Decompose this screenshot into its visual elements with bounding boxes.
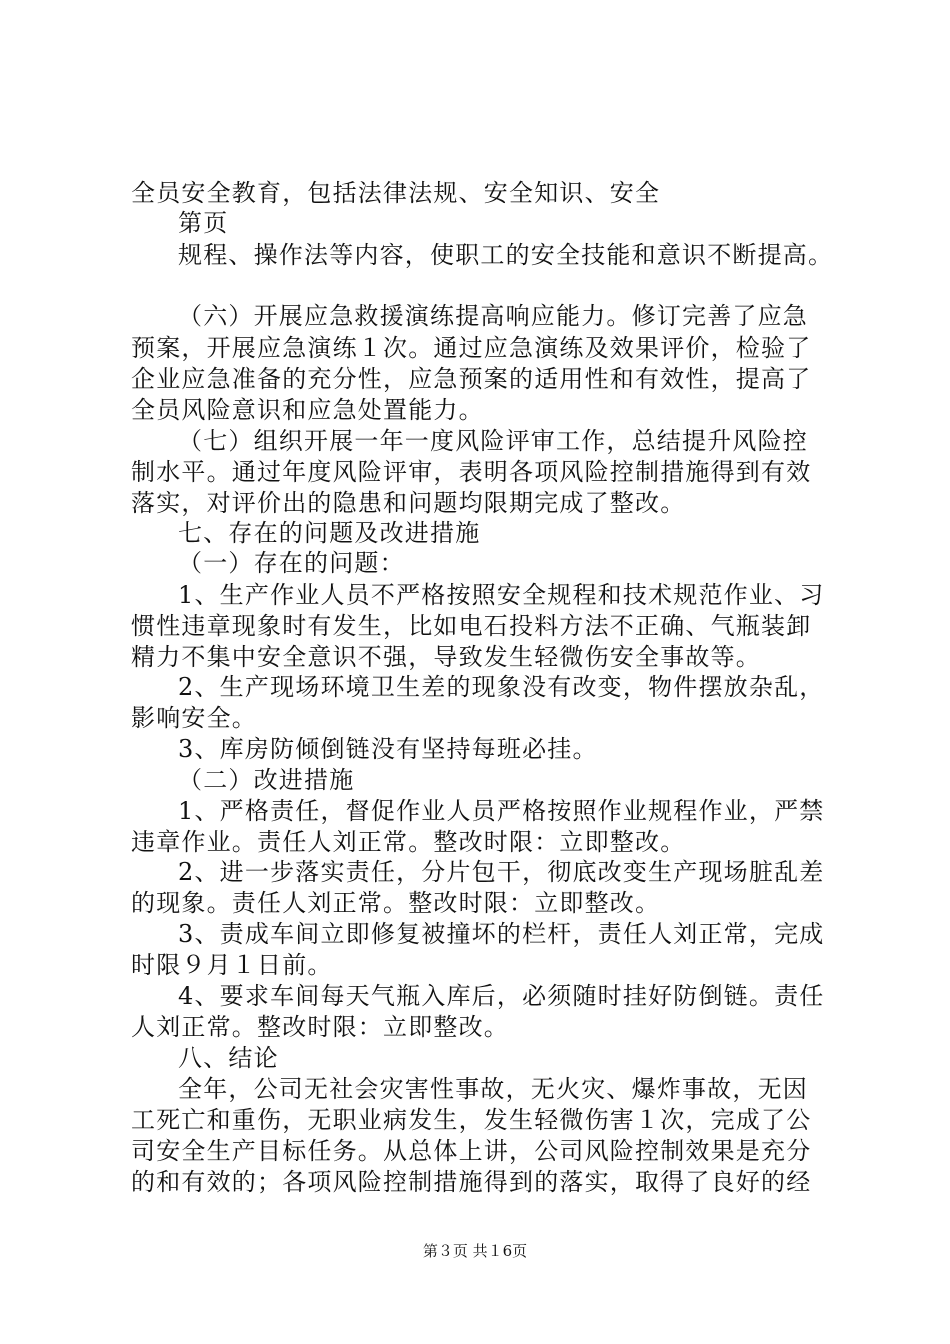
text-line: 落实，对评价出的隐患和问题均限期完成了整改。 [131, 489, 686, 517]
text-line: 企业应急准备的充分性，应急预案的适用性和有效性，提高了 [131, 365, 812, 393]
text-line: 全员风险意识和应急处置能力。 [131, 396, 484, 424]
page-number-footer: 第３页 共１6页 [422, 1242, 528, 1260]
text-line: 人刘正常。整改时限：立即整改。 [131, 1013, 509, 1041]
text-line: 预案，开展应急演练１次。通过应急演练及效果评价，检验了 [131, 334, 812, 362]
text-line: 规程、操作法等内容，使职工的安全技能和意识不断提高。 [178, 241, 834, 269]
text-line: 4、要求车间每天气瓶入库后，必须随时挂好防倒链。责任 [178, 982, 825, 1010]
text-line: 1、生产作业人员不严格按照安全规程和技术规范作业、习 [178, 581, 825, 609]
text-line: 1、严格责任，督促作业人员严格按照作业规程作业，严禁 [178, 797, 825, 825]
section-heading: 八、结论 [178, 1044, 279, 1072]
text-line: 的现象。责任人刘正常。整改时限：立即整改。 [131, 889, 661, 917]
text-line: 2、生产现场环境卫生差的现象没有改变，物件摆放杂乱， [178, 673, 825, 701]
text-line: （七）组织开展一年一度风险评审工作，总结提升风险控 [178, 427, 808, 455]
text-line: 2、进一步落实责任，分片包干，彻底改变生产现场脏乱差 [178, 858, 825, 886]
text-line: 的和有效的；各项风险控制措施得到的落实，取得了良好的经 [131, 1168, 812, 1196]
text-line: 工死亡和重伤，无职业病发生，发生轻微伤害１次，完成了公 [131, 1106, 812, 1134]
text-line: 制水平。通过年度风险评审，表明各项风险控制措施得到有效 [131, 458, 812, 486]
subsection-heading: （二）改进措施 [178, 766, 355, 794]
text-line: 3、责成车间立即修复被撞坏的栏杆，责任人刘正常，完成 [178, 920, 825, 948]
text-line: 影响安全。 [131, 704, 257, 732]
text-line: 精力不集中安全意识不强，导致发生轻微伤安全事故等。 [131, 643, 761, 671]
text-line: 3、库房防倾倒链没有坚持每班必挂。 [178, 735, 598, 763]
text-line: 全员安全教育，包括法律法规、安全知识、安全 [131, 179, 661, 207]
text-line: 违章作业。责任人刘正常。整改时限：立即整改。 [131, 828, 686, 856]
subsection-heading: （一）存在的问题： [178, 549, 405, 577]
text-line: 司安全生产目标任务。从总体上讲，公司风险控制效果是充分 [131, 1137, 812, 1165]
text-line: 时限９月１日前。 [131, 951, 333, 979]
section-heading: 七、存在的问题及改进措施 [178, 519, 481, 547]
text-line: 惯性违章现象时有发生，比如电石投料方法不正确、气瓶装卸 [131, 612, 812, 640]
text-line: 第页 [178, 209, 229, 237]
text-line: （六）开展应急救援演练提高响应能力。修订完善了应急 [178, 302, 808, 330]
text-line: 全年，公司无社会灾害性事故，无火灾、爆炸事故，无因 [178, 1075, 808, 1103]
